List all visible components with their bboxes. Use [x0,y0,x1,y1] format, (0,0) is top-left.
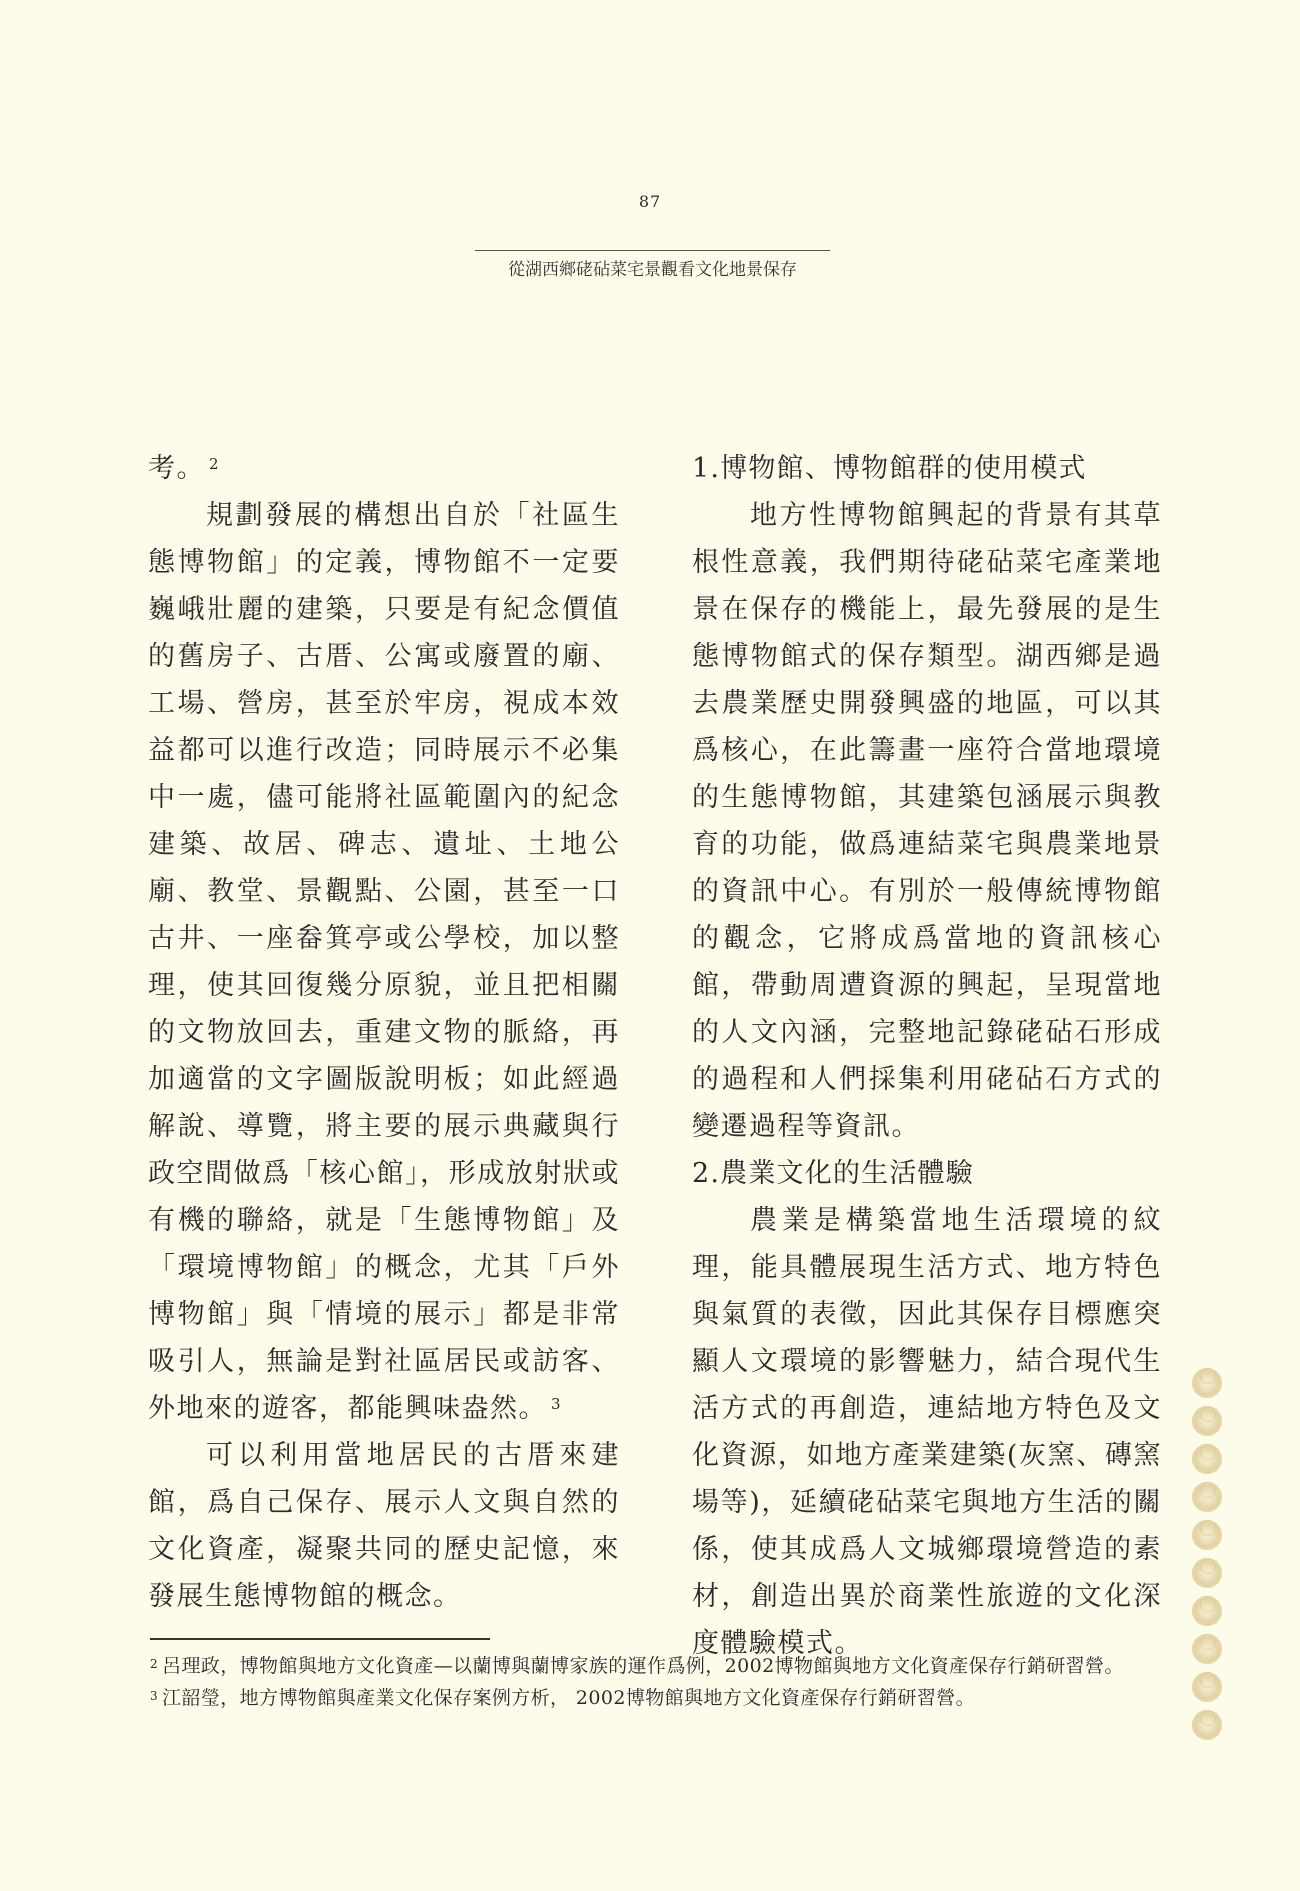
medallion-icon [1192,1558,1222,1588]
footnote-text: 呂理政，博物館與地方文化資產—以蘭博與蘭博家族的運作爲例，2002博物館與地方文化資產保存行銷研習營。 [162,1655,1124,1677]
section-heading-2: 2.農業文化的生活體驗 [692,1158,974,1189]
footnote-divider [150,1638,490,1640]
paragraph-agriculture: 農業是構築當地生活環境的紋理，能具體展現生活方式、地方特色與氣質的表徵，因此其保存目標應突顯人文環境的影響魅力，結合現代生活方式的再創造，連結地方特色及文化資源，如地方產業建築(灰窯、磚窯場等)，延續硓砧菜宅與地方生活的關係，使其成爲人文城鄉環境營造的素材，創造出異於商業性旅遊的文化深度體驗模式。 [692,1205,1162,1659]
medallion-icon [1192,1520,1222,1550]
medallion-icon [1192,1406,1222,1436]
paragraph-continuation [148,445,620,492]
footnotes [150,1650,1160,1714]
medallion-icon [1192,1368,1222,1398]
paragraph-text: 考。 [148,453,205,484]
paragraph-text: 規劃發展的構想出自於「社區生態博物館」的定義，博物館不一定要巍峨壯麗的建築，只要是有紀念價值的舊房子、古厝、公寓或廢置的廟、工場、營房，甚至於牢房，視成本效益都可以進行改造；同時展示不必集中一處，儘可能將社區範圍內的紀念建築、故居、碑志、遺址、土地公廟、教堂、景觀點、公園，甚至一口古井、一座畚箕亭或公學校，加以整理，使其回復幾分原貌，並且把相關的文物放回去，重建文物的脈絡，再加適當的文字圖版說明板；如此經過解說、導覽，將主要的展示典藏與行政空間做爲「核心館」，形成放射狀或有機的聯絡，就是「生態博物館」及「環境博物館」的概念，尤其「戶外博物館」與「情境的展示」都是非常吸引人，無論是對社區居民或訪客、外地來的遊客，都能興味盎然。 [148,500,620,1424]
footnote-number: 3 [150,1689,159,1703]
left-column [148,445,620,1620]
medallion-icon [1192,1444,1222,1474]
medallion-icon [1192,1710,1222,1740]
decorative-medallion-strip [1190,1360,1224,1743]
footnote-text: 江韶瑩，地方博物館與產業文化保存案例方析， 2002博物館與地方文化資產保存行銷研習營。 [162,1687,976,1709]
footnote-item [150,1650,1160,1682]
medallion-icon [1192,1672,1222,1702]
paragraph-ecomuseum-concept [148,492,620,1432]
page-number: 87 [638,192,662,211]
paragraph-old-houses: 可以利用當地居民的古厝來建館，爲自己保存、展示人文與自然的文化資產，凝聚共同的歷史記憶，來發展生態博物館的概念。 [148,1440,620,1612]
footnote-number: 2 [150,1657,159,1671]
footnote-ref: 2 [209,455,221,473]
paragraph-local-museum: 地方性博物館興起的背景有其草根性意義，我們期待硓砧菜宅產業地景在保存的機能上，最先發展的是生態博物館式的保存類型。湖西鄉是過去農業歷史開發興盛的地區，可以其爲核心，在此籌畫一座符合當地環境的生態博物館，其建築包涵展示與教育的功能，做爲連結菜宅與農業地景的資訊中心。有別於一般傳統博物館的觀念，它將成爲當地的資訊核心館，帶動周遭資源的興起，呈現當地的人文內涵，完整地記錄硓砧石形成的過程和人們採集利用硓砧石方式的變遷過程等資訊。 [692,500,1162,1142]
running-header-title: 從湖西鄉硓砧菜宅景觀看文化地景保存 [475,250,830,280]
medallion-icon [1192,1482,1222,1512]
footnote-ref: 3 [551,1395,563,1413]
section-heading-1: 1.博物館、博物館群的使用模式 [692,453,1087,484]
footnote-item [150,1682,1160,1714]
medallion-icon [1192,1596,1222,1626]
medallion-icon [1192,1634,1222,1664]
right-column [692,445,1162,1667]
